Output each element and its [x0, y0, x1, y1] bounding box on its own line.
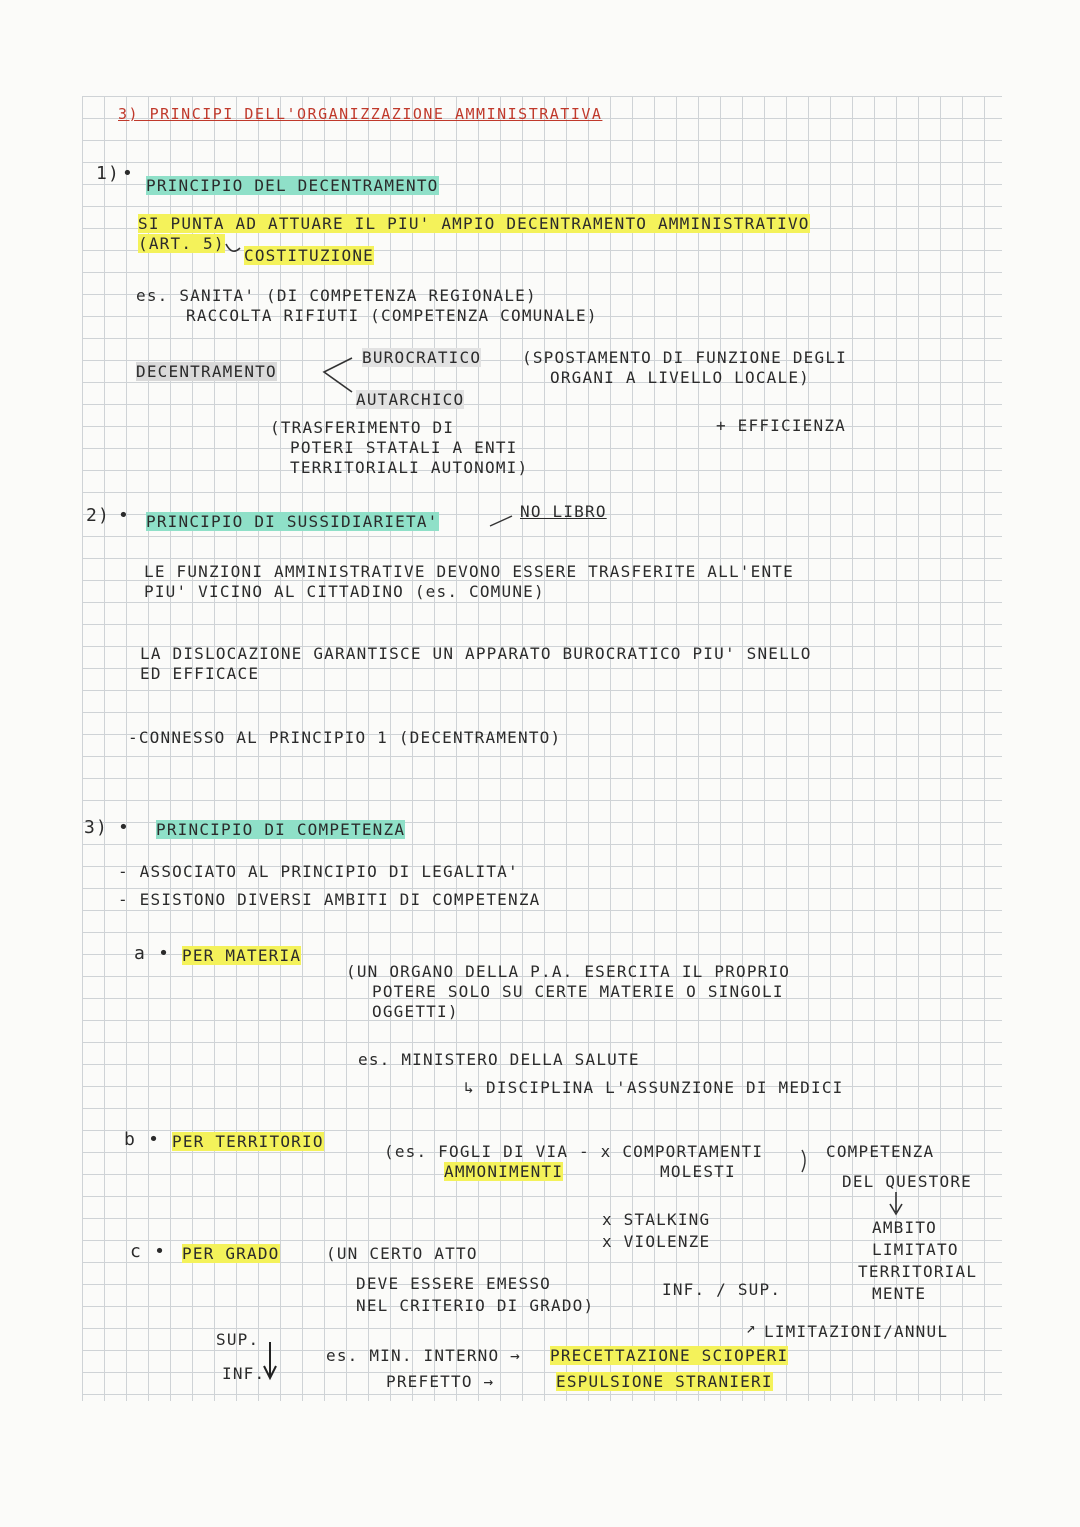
per-materia-example1: es. MINISTERO DELLA SALUTE — [358, 1050, 640, 1069]
section2-heading: PRINCIPIO DI SUSSIDIARIETA' — [146, 512, 439, 531]
efficienza-note: + EFFICIENZA — [716, 416, 846, 435]
section3-c-label: c • — [130, 1241, 167, 1262]
section3-number: 3) — [84, 817, 109, 838]
section3-line1: - ASSOCIATO AL PRINCIPIO DI LEGALITA' — [118, 862, 519, 881]
per-materia-example2: DISCIPLINA L'ASSUNZIONE DI MEDICI — [486, 1078, 844, 1097]
per-materia-note1: (UN ORGANO DELLA P.A. ESERCITA IL PROPRIO — [346, 962, 791, 981]
section2-line3: LA DISLOCAZIONE GARANTISCE UN APPARATO BUROCRATICO PIU' SNELLO — [140, 644, 812, 663]
stalking-item: x STALKING — [602, 1210, 711, 1229]
section1-heading: PRINCIPIO DEL DECENTRAMENTO — [146, 176, 439, 195]
per-materia-heading: PER MATERIA — [182, 946, 302, 965]
section1-line1: SI PUNTA AD ATTUARE IL PIU' AMPIO DECENTRAMENTO AMMINISTRATIVO — [138, 214, 810, 233]
section2-note: NO LIBRO — [520, 502, 607, 521]
sup-inf-arrow-icon — [264, 1342, 276, 1378]
sup-label: SUP. — [216, 1330, 260, 1349]
inf-label: INF. — [222, 1364, 266, 1383]
autarchico-note2: POTERI STATALI A ENTI — [290, 438, 518, 457]
per-grado-note1: (UN CERTO ATTO — [326, 1244, 478, 1263]
per-territorio-heading: PER TERRITORIO — [172, 1132, 324, 1151]
ambito-note2: LIMITATO — [872, 1240, 959, 1259]
per-grado-heading: PER GRADO — [182, 1244, 280, 1263]
per-grado-note2: DEVE ESSERE EMESSO — [356, 1274, 551, 1293]
ambito-note1: AMBITO — [872, 1218, 937, 1237]
section1-art: (ART. 5) — [138, 234, 225, 253]
per-materia-note2: POTERE SOLO SU CERTE MATERIE O SINGOLI — [372, 982, 784, 1001]
section2-line1: LE FUNZIONI AMMINISTRATIVE DEVONO ESSERE TRASFERITE ALL'ENTE — [144, 562, 794, 581]
limitazioni-arrow: ↗ — [746, 1318, 757, 1337]
autarchico-note3: TERRITORIALI AUTONOMI) — [290, 458, 529, 477]
section2-line4: ED EFFICACE — [140, 664, 260, 683]
per-territorio-molesti: MOLESTI — [660, 1162, 736, 1181]
section1-example1: es. SANITA' (DI COMPETENZA REGIONALE) — [136, 286, 537, 305]
ambito-note4: MENTE — [872, 1284, 927, 1303]
competenza-note2: DEL QUESTORE — [842, 1172, 972, 1191]
autarchico-note1: (TRASFERIMENTO DI — [270, 418, 455, 437]
per-materia-example2-arrow: ↳ — [464, 1078, 475, 1097]
autarchico-label: AUTARCHICO — [356, 390, 465, 409]
section2-line5: -CONNESSO AL PRINCIPIO 1 (DECENTRAMENTO) — [128, 728, 562, 747]
arrow-down-icon — [890, 1192, 902, 1214]
check-mark-icon — [226, 244, 240, 251]
section2-line2: PIU' VICINO AL CITTADINO (es. COMUNE) — [144, 582, 545, 601]
section3-heading: PRINCIPIO DI COMPETENZA — [156, 820, 406, 839]
competenza-note1: COMPETENZA — [826, 1142, 935, 1161]
burocratico-note2: ORGANI A LIVELLO LOCALE) — [550, 368, 810, 387]
limitazioni-note: LIMITAZIONI/ANNUL — [764, 1322, 949, 1341]
section1-bullet: • — [122, 163, 135, 184]
grado-example2a: PREFETTO → — [386, 1372, 495, 1391]
decentramento-label: DECENTRAMENTO — [136, 362, 277, 381]
section2-number: 2) — [86, 505, 111, 526]
section3-b-label: b • — [124, 1129, 161, 1150]
section1-example2: RACCOLTA RIFIUTI (COMPETENZA COMUNALE) — [186, 306, 598, 325]
per-grado-note3: NEL CRITERIO DI GRADO) — [356, 1296, 595, 1315]
per-materia-note3: OGGETTI) — [372, 1002, 459, 1021]
section3-line2: - ESISTONO DIVERSI AMBITI DI COMPETENZA — [118, 890, 541, 909]
burocratico-note1: (SPOSTAMENTO DI FUNZIONE DEGLI — [522, 348, 847, 367]
section2-bullet: • — [118, 505, 131, 526]
slash-mark — [490, 516, 512, 526]
bracket-icon — [324, 358, 352, 392]
section1-number: 1) — [96, 163, 121, 184]
grado-example1a: es. MIN. INTERNO → — [326, 1346, 521, 1365]
per-territorio-note1: (es. FOGLI DI VIA - x COMPORTAMENTI — [384, 1142, 764, 1161]
ambito-note3: TERRITORIAL — [858, 1262, 978, 1281]
section3-a-label: a • — [134, 943, 171, 964]
section3-bullet: • — [118, 817, 131, 838]
burocratico-label: BUROCRATICO — [362, 348, 482, 367]
section1-costituzione: COSTITUZIONE — [244, 246, 374, 265]
grado-example2b: ESPULSIONE STRANIERI — [556, 1372, 773, 1391]
page-title: 3) PRINCIPI DELL'ORGANIZZAZIONE AMMINISTRATIVA — [118, 105, 603, 123]
violenze-item: x VIOLENZE — [602, 1232, 711, 1251]
inf-sup-note: INF. / SUP. — [662, 1280, 782, 1299]
grado-example1b: PRECETTAZIONE SCIOPERI — [550, 1346, 789, 1365]
brace-icon — [802, 1150, 805, 1172]
per-territorio-note2: AMMONIMENTI — [444, 1162, 564, 1181]
